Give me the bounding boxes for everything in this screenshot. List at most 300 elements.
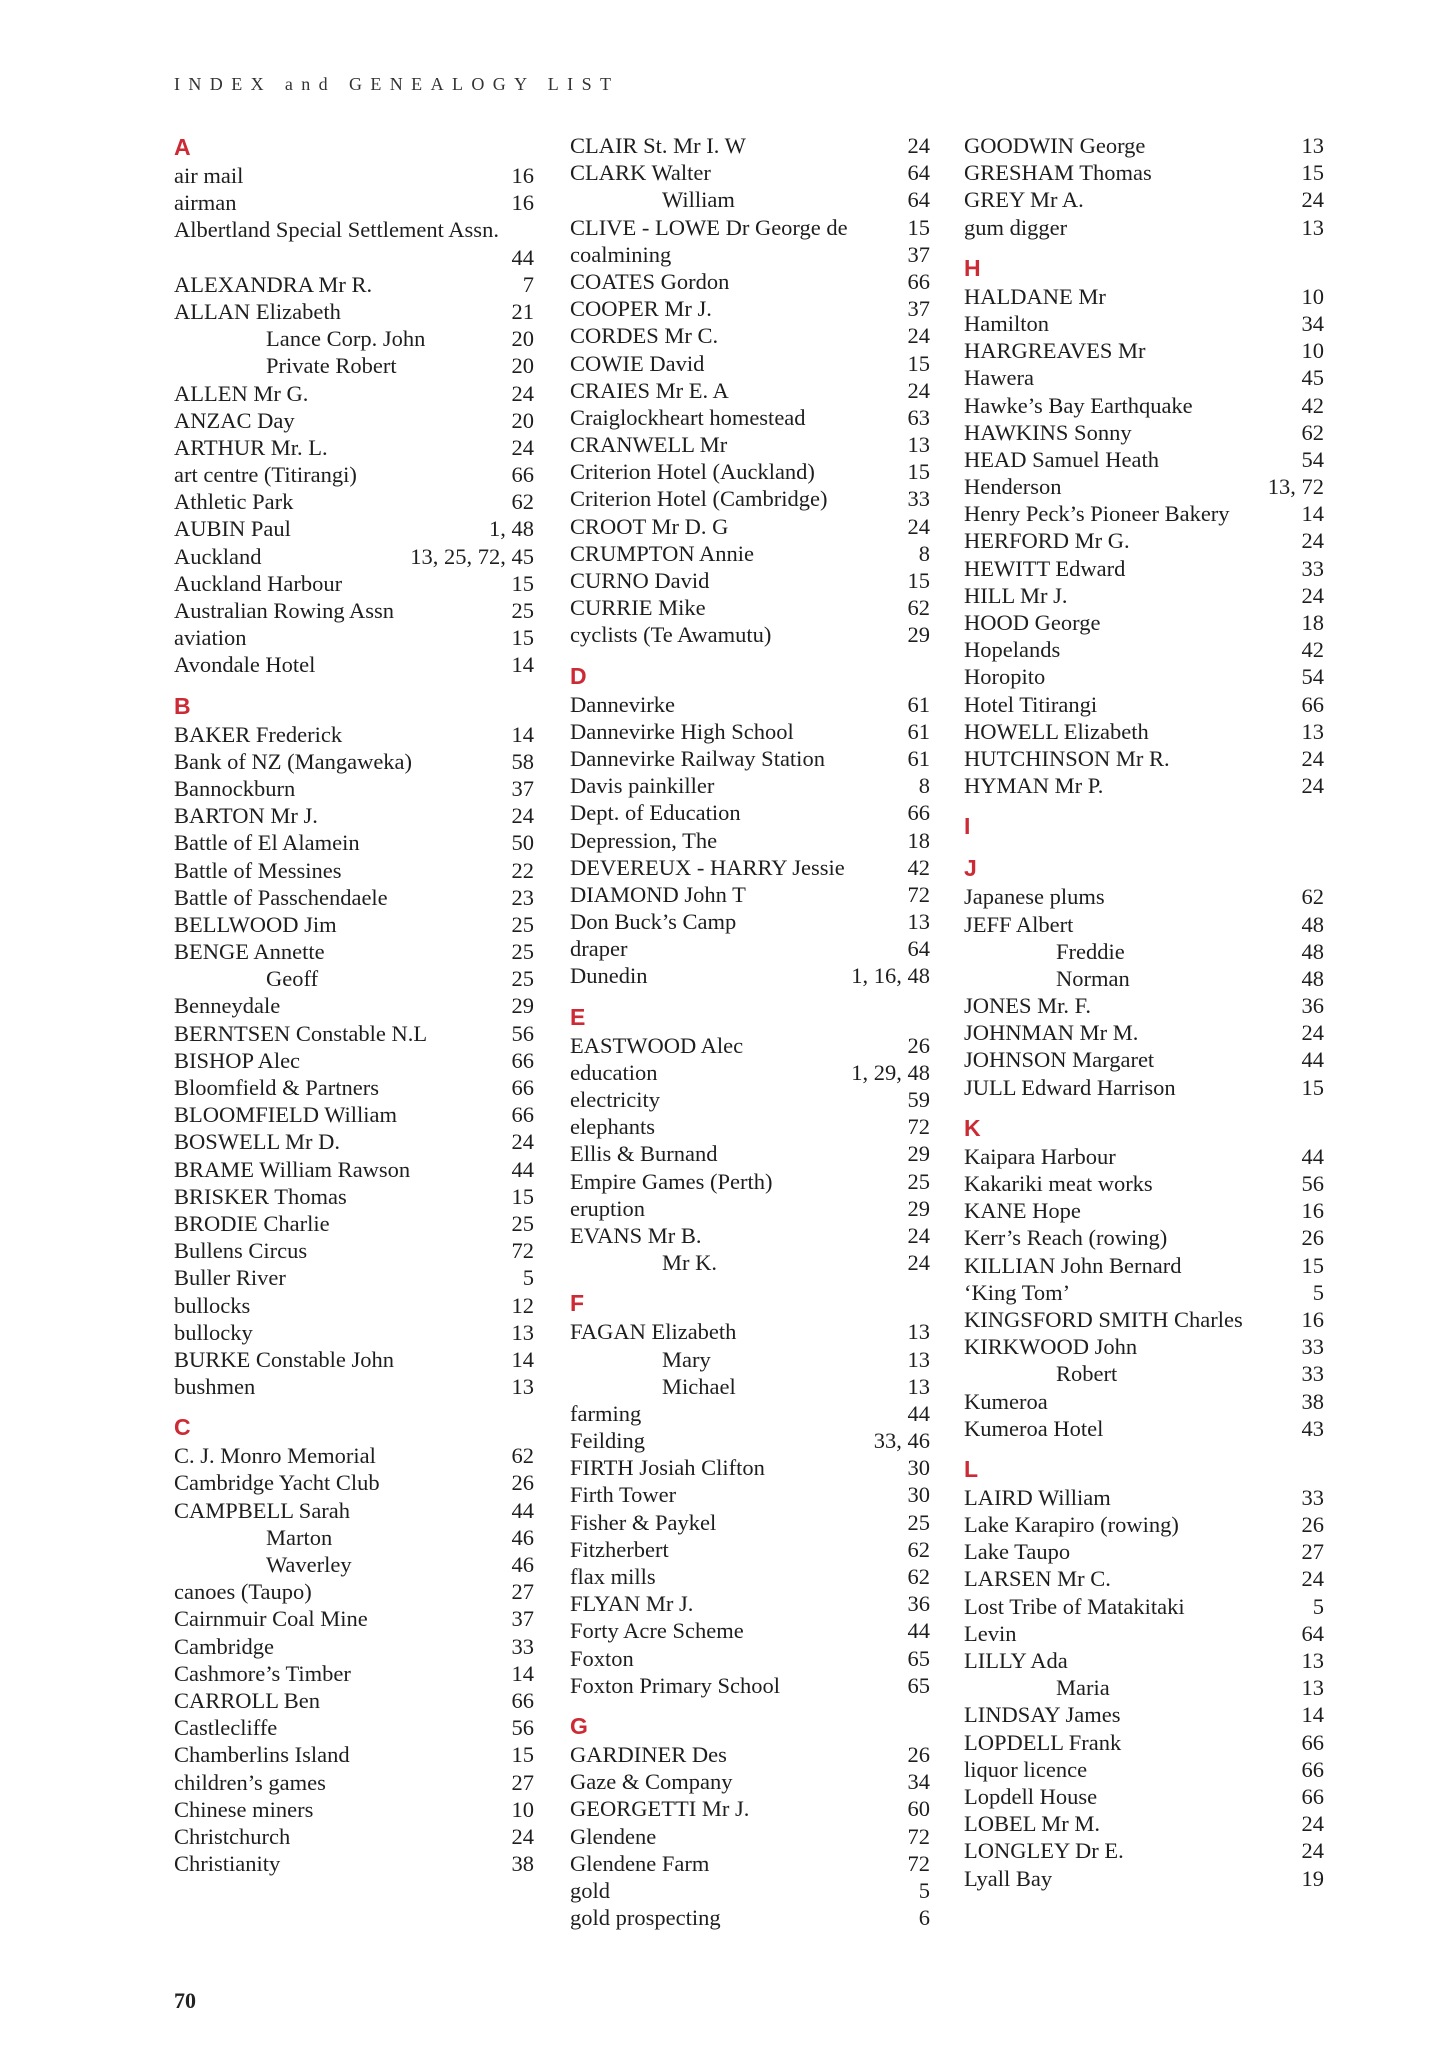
entry-term: ALLEN Mr G. (174, 380, 309, 406)
index-entry (570, 186, 930, 213)
index-entry (570, 1536, 930, 1563)
entry-pages: 37 (511, 1606, 534, 1632)
entry-term: Hawera (964, 365, 1034, 391)
entry-pages: 6 (918, 1905, 930, 1931)
entry-pages: 14 (1301, 501, 1324, 527)
entry-term: FLYAN Mr J. (570, 1591, 694, 1617)
entry-pages: 33 (1301, 555, 1324, 581)
entry-term: C. J. Monro Memorial (174, 1443, 376, 1469)
index-entry (570, 1645, 930, 1672)
index-entry (174, 1850, 534, 1877)
entry-term: HARGREAVES Mr (964, 338, 1146, 364)
index-entry (174, 162, 534, 189)
entry-pages: 66 (511, 1687, 534, 1713)
index-entry (174, 325, 534, 352)
entry-term: Gaze & Company (570, 1769, 733, 1795)
index-section (174, 679, 534, 1401)
entry-pages: 24 (1301, 528, 1324, 554)
entry-term: DIAMOND John T (570, 881, 746, 907)
entry-term: William (662, 187, 735, 213)
entry-term: HOWELL Elizabeth (964, 718, 1149, 744)
entry-term: COOPER Mr J. (570, 296, 712, 322)
index-entry (964, 582, 1324, 609)
index-entry (964, 186, 1324, 213)
entry-term: Buller River (174, 1265, 286, 1291)
entry-term: airman (174, 190, 237, 216)
index-entry (964, 1593, 1324, 1620)
entry-term: Glendene Farm (570, 1850, 710, 1876)
entry-pages: 72 (511, 1238, 534, 1264)
index-entry (964, 1511, 1324, 1538)
index-entry (570, 1222, 930, 1249)
entry-term: Horopito (964, 664, 1046, 690)
entry-pages: 24 (511, 1129, 534, 1155)
index-entry (570, 772, 930, 799)
index-entry (964, 527, 1324, 554)
entry-pages: 27 (511, 1579, 534, 1605)
entry-pages: 24 (511, 1823, 534, 1849)
entry-term: Kaipara Harbour (964, 1143, 1116, 1169)
entry-term: Japanese plums (964, 884, 1105, 910)
entry-term: LARSEN Mr C. (964, 1566, 1111, 1592)
index-entry (174, 965, 534, 992)
entry-term: FIRTH Josiah Clifton (570, 1455, 765, 1481)
index-entry (964, 364, 1324, 391)
index-entry (570, 935, 930, 962)
entry-pages: 8 (918, 540, 930, 566)
entry-pages: 27 (511, 1769, 534, 1795)
entry-pages: 14 (511, 1346, 534, 1372)
entry-pages: 66 (511, 1075, 534, 1101)
entry-pages: 44 (907, 1618, 930, 1644)
index-section (570, 1699, 930, 1931)
entry-term: Battle of El Alamein (174, 830, 360, 856)
entry-pages: 42 (1301, 637, 1324, 663)
index-entry (570, 458, 930, 485)
entry-term: Geoff (266, 966, 319, 992)
entry-pages: 60 (907, 1796, 930, 1822)
index-entry (570, 1140, 930, 1167)
entry-pages: 14 (511, 1660, 534, 1686)
entry-pages: 66 (511, 462, 534, 488)
index-entry (570, 1373, 930, 1400)
entry-pages: 33, 46 (873, 1428, 930, 1454)
index-entry (570, 1032, 930, 1059)
entry-pages: 25 (511, 1210, 534, 1236)
entry-term: Hawke’s Bay Earthquake (964, 392, 1193, 418)
entry-pages: 38 (511, 1851, 534, 1877)
entry-term: KILLIAN John Bernard (964, 1252, 1182, 1278)
entry-pages: 66 (511, 1102, 534, 1128)
entry-term: Fisher & Paykel (570, 1509, 717, 1535)
entry-term: HUTCHINSON Mr R. (964, 745, 1170, 771)
entry-pages: 13, 72 (1267, 474, 1324, 500)
entry-pages: 13, 25, 72, 45 (410, 543, 534, 569)
index-entry (174, 1633, 534, 1660)
entry-pages: 15 (511, 1183, 534, 1209)
index-entry (174, 298, 534, 325)
index-entry (570, 1249, 930, 1276)
entry-term: flax mills (570, 1564, 656, 1589)
entry-term: Michael (662, 1373, 736, 1399)
entry-term: GRESHAM Thomas (964, 160, 1152, 186)
index-entry (964, 938, 1324, 965)
index-entry (964, 473, 1324, 500)
entry-pages: 14 (511, 721, 534, 747)
entry-pages: 37 (907, 241, 930, 267)
entry-term: Lyall Bay (964, 1865, 1053, 1891)
entry-pages: 63 (907, 404, 930, 430)
section-letter: C (174, 1414, 191, 1441)
entry-term: HEAD Samuel Heath (964, 446, 1159, 472)
entry-term: Lake Karapiro (rowing) (964, 1512, 1179, 1538)
entry-pages: 56 (1301, 1171, 1324, 1196)
index-entry (964, 1074, 1324, 1101)
entry-pages: 10 (1301, 283, 1324, 309)
entry-pages: 13 (1301, 1675, 1324, 1701)
entry-term: Bloomfield & Partners (174, 1075, 379, 1101)
entry-pages: 48 (1301, 938, 1324, 964)
index-entry (570, 908, 930, 935)
entry-term: KIRKWOOD John (964, 1334, 1138, 1360)
index-entry (174, 1687, 534, 1714)
entry-pages: 30 (907, 1455, 930, 1481)
entry-term: EASTWOOD Alec (570, 1032, 744, 1058)
entry-term: Depression, The (570, 827, 718, 853)
entry-pages: 29 (907, 1141, 930, 1167)
index-section (570, 1276, 930, 1699)
index-entry (174, 1183, 534, 1210)
entry-term: air mail (174, 163, 244, 188)
entry-pages: 24 (907, 133, 930, 158)
index-entry (174, 488, 534, 515)
entry-pages: 13 (1301, 1648, 1324, 1673)
index-entry (174, 570, 534, 597)
entry-pages: 16 (1301, 1306, 1324, 1332)
entry-pages: 23 (511, 884, 534, 910)
index-entry (174, 1373, 534, 1400)
index-entry (570, 1563, 930, 1590)
entry-term: CURRIE Mike (570, 595, 706, 621)
entry-pages: 66 (1301, 1756, 1324, 1782)
index-entry (570, 1850, 930, 1877)
index-entry (964, 992, 1324, 1019)
index-section (174, 132, 534, 679)
section-letter: E (570, 1003, 586, 1030)
index-section (964, 799, 1324, 841)
entry-pages: 24 (1301, 773, 1324, 799)
entry-term: COWIE David (570, 350, 705, 376)
entry-pages: 66 (511, 1047, 534, 1073)
entry-pages: 66 (1301, 691, 1324, 717)
entry-pages: 44 (907, 1400, 930, 1426)
entry-pages: 18 (907, 827, 930, 853)
index-entry (964, 1279, 1324, 1306)
entry-term: Australian Rowing Assn (174, 598, 395, 624)
index-entry (174, 1020, 534, 1047)
entry-term: Lost Tribe of Matakitaki (964, 1593, 1185, 1619)
entry-pages: 62 (1301, 419, 1324, 445)
entry-term: CURNO David (570, 568, 710, 593)
entry-term: Norman (1056, 965, 1130, 991)
entry-pages: 24 (1301, 1566, 1324, 1592)
entry-pages: 1, 48 (489, 516, 534, 542)
entry-term: BRISKER Thomas (174, 1183, 347, 1209)
entry-pages: 8 (918, 773, 930, 799)
entry-term: GREY Mr A. (964, 187, 1084, 213)
entry-pages: 62 (1301, 884, 1324, 910)
index-entry (174, 802, 534, 829)
index-entry (964, 691, 1324, 718)
entry-term: ‘King Tom’ (964, 1279, 1071, 1305)
section-letter: F (570, 1290, 585, 1317)
entry-term: Dannevirke (570, 691, 675, 717)
page-number: 70 (174, 1988, 196, 2013)
index-entry (570, 1768, 930, 1795)
index-entry (174, 1660, 534, 1687)
entry-pages: 33 (1301, 1484, 1324, 1510)
index-entry (174, 597, 534, 624)
entry-pages: 24 (907, 513, 930, 539)
index-entry (964, 965, 1324, 992)
entry-pages: 26 (907, 1741, 930, 1767)
entry-pages: 24 (1301, 187, 1324, 213)
entry-pages: 45 (1301, 365, 1324, 391)
entry-pages: 30 (907, 1482, 930, 1508)
entry-pages: 15 (1301, 1074, 1324, 1100)
entry-term: JEFF Albert (964, 911, 1074, 937)
index-entry (174, 1605, 534, 1632)
index-entry (174, 216, 534, 270)
index-entry (570, 1113, 930, 1140)
entry-term: JULL Edward Harrison (964, 1074, 1176, 1100)
index-entry (964, 1224, 1324, 1251)
index-entry (174, 189, 534, 216)
entry-pages: 15 (1301, 160, 1324, 186)
index-entry (174, 352, 534, 379)
entry-term: elephants (570, 1114, 655, 1140)
entry-pages: 24 (1301, 1811, 1324, 1837)
entry-pages: 10 (1301, 338, 1324, 364)
index-entry (570, 718, 930, 745)
entry-pages: 42 (1301, 392, 1324, 418)
index-entry (964, 283, 1324, 310)
entry-term: JOHNMAN Mr M. (964, 1020, 1139, 1046)
entry-term: Kakariki meat works (964, 1171, 1153, 1196)
index-entry (174, 543, 534, 570)
index-entry (964, 1865, 1324, 1892)
index-entry (174, 461, 534, 488)
index-entry (570, 1400, 930, 1427)
entry-pages: 66 (907, 800, 930, 826)
index-entry (174, 1319, 534, 1346)
index-entry (174, 1497, 534, 1524)
index-entry (964, 1170, 1324, 1197)
entry-term: BRAME William Rawson (174, 1156, 411, 1182)
index-entry (964, 772, 1324, 799)
entry-pages: 61 (907, 745, 930, 771)
index-entry (964, 1620, 1324, 1647)
index-entry (570, 1454, 930, 1481)
entry-pages: 56 (511, 1715, 534, 1741)
entry-term: BELLWOOD Jim (174, 911, 337, 937)
index-entry (174, 1769, 534, 1796)
index-section (964, 1101, 1324, 1442)
entry-pages: 72 (907, 1114, 930, 1140)
entry-term: Battle of Passchendaele (174, 884, 388, 910)
entry-pages: 66 (1301, 1783, 1324, 1809)
index-entry (570, 1427, 930, 1454)
entry-term: HYMAN Mr P. (964, 773, 1104, 799)
entry-pages: 26 (511, 1470, 534, 1496)
index-entry (964, 310, 1324, 337)
entry-term: Criterion Hotel (Cambridge) (570, 486, 828, 512)
entry-pages: 50 (511, 830, 534, 856)
entry-pages: 64 (907, 160, 930, 186)
entry-term: Feilding (570, 1428, 646, 1454)
entry-term: education (570, 1059, 658, 1085)
entry-term: Christchurch (174, 1823, 291, 1849)
index-entry (174, 1796, 534, 1823)
entry-pages: 24 (511, 380, 534, 406)
entry-pages: 15 (511, 1742, 534, 1768)
index-entry (964, 392, 1324, 419)
entry-term: LOPDELL Frank (964, 1729, 1122, 1755)
entry-term: Hotel Titirangi (964, 691, 1098, 717)
entry-pages: 19 (1301, 1865, 1324, 1891)
index-entry (964, 663, 1324, 690)
entry-term: Kerr’s Reach (rowing) (964, 1225, 1168, 1251)
entry-pages: 26 (1301, 1225, 1324, 1251)
entry-term: CLARK Walter (570, 160, 711, 186)
entry-term: CLAIR St. Mr I. W (570, 133, 746, 158)
index-entry (570, 1617, 930, 1644)
entry-pages: 1, 16, 48 (851, 963, 930, 989)
index-entry (174, 624, 534, 651)
index-entry (570, 1672, 930, 1699)
entry-pages: 12 (511, 1292, 534, 1318)
entry-term: Auckland Harbour (174, 570, 343, 596)
index-section (174, 1400, 534, 1877)
index-column-3 (964, 132, 1324, 1892)
index-column-1 (174, 132, 534, 1877)
entry-pages: 13 (1301, 214, 1324, 240)
entry-term: Dept. of Education (570, 800, 741, 826)
entry-term: BAKER Frederick (174, 721, 343, 747)
entry-pages: 13 (511, 1319, 534, 1345)
entry-term: Ellis & Burnand (570, 1141, 718, 1167)
entry-term: Hopelands (964, 637, 1061, 663)
entry-pages: 13 (1301, 718, 1324, 744)
entry-term: CLIVE - LOWE Dr George de (570, 214, 848, 240)
entry-term: Marton (266, 1524, 333, 1550)
index-entry (570, 214, 930, 241)
entry-term: Mr K. (662, 1250, 717, 1276)
index-entry (964, 718, 1324, 745)
index-section (964, 132, 1324, 241)
entry-pages: 24 (1301, 582, 1324, 608)
entry-term: Dannevirke High School (570, 718, 794, 744)
index-entry (174, 775, 534, 802)
entry-pages: 44 (511, 1156, 534, 1182)
index-entry (174, 1292, 534, 1319)
entry-pages: 61 (907, 718, 930, 744)
index-entry (964, 1538, 1324, 1565)
entry-pages: 66 (907, 268, 930, 294)
entry-term: HALDANE Mr (964, 283, 1106, 309)
entry-term: Benneydale (174, 993, 281, 1019)
entry-term: Foxton Primary School (570, 1672, 781, 1698)
entry-term: Davis painkiller (570, 773, 715, 799)
entry-term: Henderson (964, 474, 1062, 500)
entry-term: Chamberlins Island (174, 1742, 350, 1768)
index-entry (570, 1904, 930, 1931)
entry-term: HILL Mr J. (964, 582, 1068, 608)
entry-pages: 13 (907, 1346, 930, 1372)
index-entry (570, 1481, 930, 1508)
entry-pages: 13 (511, 1374, 534, 1400)
entry-pages: 24 (1301, 1838, 1324, 1864)
index-entry (964, 500, 1324, 527)
entry-term: Cashmore’s Timber (174, 1660, 351, 1686)
entry-pages: 22 (511, 857, 534, 883)
entry-term: Glendene (570, 1823, 657, 1849)
entry-term: AUBIN Paul (174, 516, 291, 542)
entry-pages: 33 (511, 1633, 534, 1659)
index-entry (174, 1264, 534, 1291)
index-entry (964, 1837, 1324, 1864)
entry-pages: 72 (907, 881, 930, 907)
entry-term: Cambridge (174, 1633, 274, 1659)
entry-term: BENGE Annette (174, 939, 325, 965)
index-entry (174, 1237, 534, 1264)
index-entry (964, 1252, 1324, 1279)
index-entry (174, 271, 534, 298)
index-entry (964, 1388, 1324, 1415)
index-entry (174, 1442, 534, 1469)
section-letter: D (570, 662, 587, 689)
entry-pages: 24 (511, 803, 534, 829)
entry-pages: 25 (907, 1168, 930, 1194)
entry-pages: 29 (907, 1195, 930, 1221)
entry-term: Christianity (174, 1851, 281, 1877)
entry-pages: 46 (511, 1552, 534, 1578)
entry-pages: 42 (907, 854, 930, 880)
entry-term: COATES Gordon (570, 268, 730, 294)
entry-term: CARROLL Ben (174, 1687, 321, 1713)
index-entry (964, 1565, 1324, 1592)
entry-term: Robert (1056, 1361, 1118, 1387)
index-entry (570, 431, 930, 458)
entry-term: farming (570, 1400, 642, 1426)
index-entry (174, 1156, 534, 1183)
index-entry (570, 1509, 930, 1536)
entry-term: Hamilton (964, 310, 1049, 336)
index-entry (964, 337, 1324, 364)
index-entry (174, 721, 534, 748)
index-entry (570, 1086, 930, 1113)
entry-term: ALEXANDRA Mr R. (174, 271, 373, 297)
entry-term: BURKE Constable John (174, 1346, 395, 1372)
entry-term: bullocky (174, 1319, 253, 1345)
entry-term: Bank of NZ (Mangaweka) (174, 748, 413, 774)
index-entry (174, 651, 534, 678)
entry-pages: 43 (1301, 1415, 1324, 1441)
entry-term: Private Robert (266, 353, 397, 379)
entry-term: Dannevirke Railway Station (570, 745, 825, 771)
index-entry (964, 609, 1324, 636)
index-entry (964, 1415, 1324, 1442)
